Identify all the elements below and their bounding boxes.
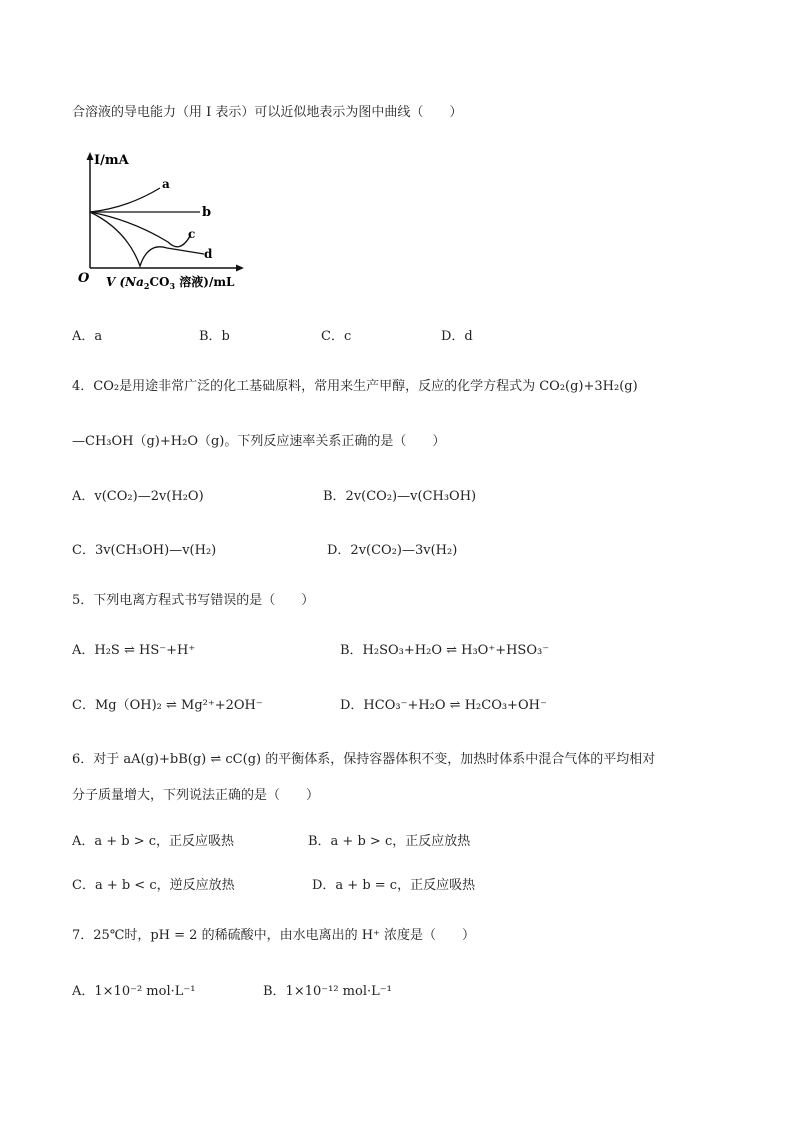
x-axis-arrow: [236, 265, 244, 272]
curve-d: [90, 212, 204, 266]
q3-option-c: C．c: [321, 329, 352, 344]
curve-label-a: a: [162, 177, 170, 191]
q6-option-c: C．a + b < c，逆反应放热: [72, 878, 235, 893]
curve-c: [90, 212, 190, 247]
x-axis-label: V ($Na_2CO_3$ 溶液)/mL: [106, 275, 235, 291]
curve-label-b: b: [202, 205, 212, 220]
origin-label: O: [78, 271, 90, 286]
q5-option-b: B．H₂SO₃+H₂O ⇌ H₃O⁺+HSO₃⁻: [340, 643, 550, 658]
q6-stem-line2: 分子质量增大，下列说法正确的是（ ）: [72, 788, 320, 803]
question-intro-text: 合溶液的导电能力（用 I 表示）可以近似地表示为图中曲线（ ）: [72, 105, 463, 120]
conductivity-figure: [72, 150, 272, 300]
q4-option-c: C．3v(CH₃OH)—v(H₂): [72, 543, 217, 558]
q3-option-b: B．b: [199, 329, 230, 344]
q6-stem-line1: 6．对于 aA(g)+bB(g) ⇌ cC(g) 的平衡体系，保持容器体积不变，加热时体系中混合气体的平均相对: [72, 752, 656, 767]
q4-option-b: B．2v(CO₂)—v(CH₃OH): [323, 489, 477, 504]
q5-stem: 5．下列电离方程式书写错误的是（ ）: [72, 593, 315, 608]
q5-option-c: C．Mg（OH)₂ ⇌ Mg²⁺+2OH⁻: [72, 698, 263, 713]
y-axis-arrow: [87, 152, 94, 160]
curve-label-c: c: [188, 227, 196, 241]
curve-label-d: d: [204, 247, 213, 261]
q7-option-a: A．1×10⁻² mol·L⁻¹: [72, 984, 196, 999]
q3-option-a: A．a: [72, 329, 103, 344]
curve-a: [90, 188, 160, 212]
q3-option-d: D．d: [441, 329, 473, 344]
q5-option-d: D．HCO₃⁻+H₂O ⇌ H₂CO₃+OH⁻: [340, 698, 547, 713]
q4-option-a: A．v(CO₂)—2v(H₂O): [72, 489, 204, 504]
q6-option-d: D．a + b = c，正反应吸热: [312, 878, 476, 893]
q4-option-d: D．2v(CO₂)—3v(H₂): [327, 543, 458, 558]
q4-stem-line1: 4．CO₂是用途非常广泛的化工基础原料，常用来生产甲醇，反应的化学方程式为 CO₂(g)+3H₂(g): [72, 379, 638, 394]
q4-stem-line2: —CH₃OH（g)+H₂O（g)。下列反应速率关系正确的是（ ）: [72, 434, 446, 449]
y-axis-label: I/mA: [94, 153, 129, 168]
q7-option-b: B．1×10⁻¹² mol·L⁻¹: [263, 984, 392, 999]
q6-option-b: B．a + b > c，正反应放热: [308, 834, 471, 849]
q5-option-a: A．H₂S ⇌ HS⁻+H⁺: [72, 643, 196, 658]
q6-option-a: A．a + b > c，正反应吸热: [72, 834, 235, 849]
q7-stem: 7．25℃时，pH = 2 的稀硫酸中，由水电离出的 H⁺ 浓度是（ ）: [72, 928, 476, 943]
